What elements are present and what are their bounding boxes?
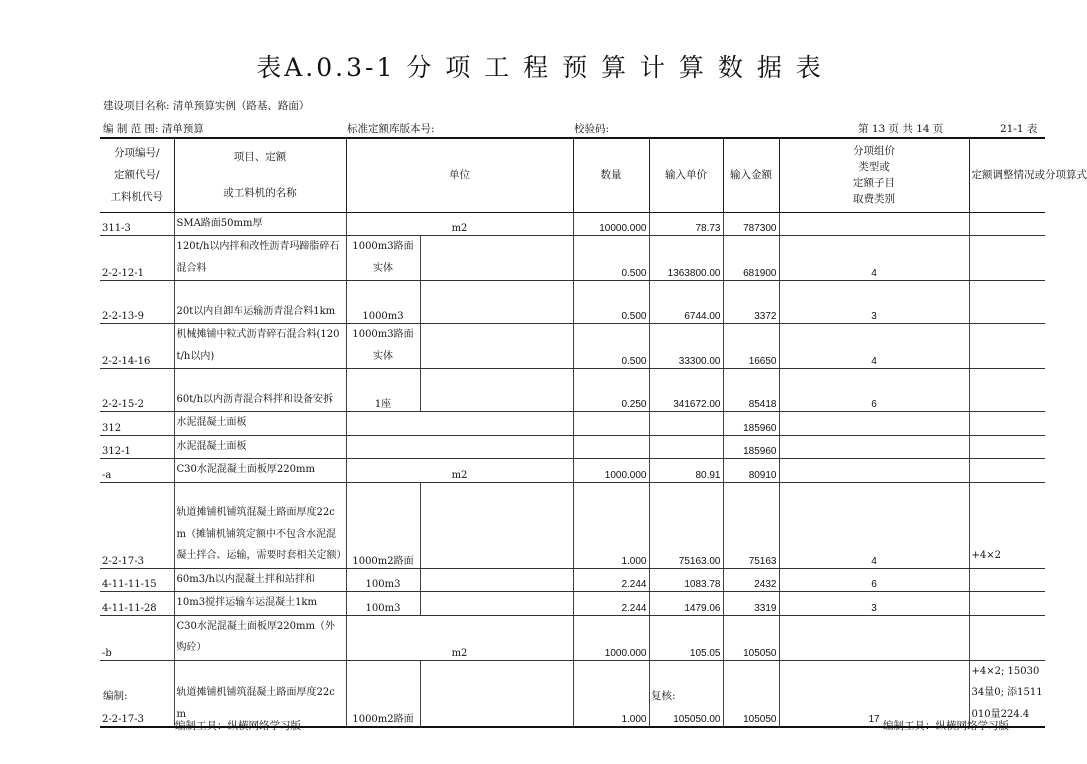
table-row: 4-11-11-15 60m3/h以内混凝土拌和站拌和 100m3 2.244 1083.78 2432 6	[100, 568, 1045, 592]
budget-table	[100, 137, 1087, 728]
table-row: -a C30水泥混凝土面板厚220mm m2 1000.000 80.91 80910	[100, 459, 1045, 483]
header-quantity: 数量	[573, 138, 649, 212]
table-row: 312-1 水泥混凝土面板 185960	[100, 435, 1045, 459]
table-row: 2-2-17-3 轨道摊铺机铺筑混凝土路面厚度22cm 1000m2路面 1.000 105050.00 105050 17 +4×2; 1503034量0; 添1511010量224.4	[100, 660, 1045, 727]
table-row: 2-2-15-2 60t/h以内沥青混合料拌和设备安拆 1座 0.250 341672.00 85418 6	[100, 369, 1045, 412]
project-name: 建设项目名称: 清单预算实例（路基、路面）	[103, 100, 310, 112]
table-row: 311-3 SMA路面50mm厚 m2 10000.000 78.73 787300	[100, 212, 1045, 236]
checksum: 校验码:	[574, 123, 610, 135]
header-name: 项目、定额 或工料机的名称	[174, 138, 346, 212]
table-header	[100, 138, 1045, 212]
page-info: 第 13 页 共 14 页	[858, 123, 944, 135]
table-row: 2-2-14-16 机械摊铺中粒式沥青碎石混合料(120t/h以内) 1000m3路面实体 0.500 33300.00 16650 4	[100, 324, 1045, 369]
header-amount: 输入金额	[723, 138, 779, 212]
header-unit-price: 输入单价	[649, 138, 723, 212]
table-row: 2-2-13-9 20t以内自卸车运输沥青混合料1km 1000m3 0.500 6744.00 3372 3	[100, 281, 1045, 324]
tool-credit-left: 编制工具：纵横网络学习版	[175, 720, 301, 732]
page-title: 表A.0.3-1 分 项 工 程 预 算 计 算 数 据 表	[256, 53, 824, 82]
table-row: 4-11-11-28 10m3搅拌运输车运混凝土1km 100m3 2.244 1479.06 3319 3	[100, 592, 1045, 616]
table-row: 312 水泥混凝土面板 185960	[100, 412, 1045, 436]
compile-scope: 编 制 范 围: 清单预算	[103, 123, 204, 135]
table-row: 2-2-17-3 轨道摊铺机铺筑混凝土路面厚度22cm（摊铺机铺筑定额中不包含水泥混凝土拌合、运输，需要时套相关定额） 1000m2路面 1.000 75163.00 75163 4 +4×2	[100, 482, 1045, 568]
header-code: 分项编号/ 定额代号/ 工料机代号	[100, 138, 174, 212]
reviewer-label: 复核:	[651, 690, 676, 702]
header-unit: 单位	[346, 138, 573, 212]
header-class: 分项组价 类型或 定额子目 取费类别	[779, 138, 969, 212]
table-number: 21-1 表	[1000, 123, 1038, 135]
header-adjustment: 定额调整情况或分项算式	[969, 138, 1045, 212]
compiler-label: 编制:	[103, 690, 128, 702]
quota-version: 标准定额库版本号:	[347, 123, 435, 135]
table-row: -b C30水泥混凝土面板厚220mm（外购砼） m2 1000.000 105.05 105050	[100, 615, 1045, 660]
tool-credit-right: 编制工具：纵横网络学习版	[883, 720, 1009, 732]
table-row: 2-2-12-1 120t/h以内拌和改性沥青玛蹄脂碎石混合料 1000m3路面实体 0.500 1363800.00 681900 4	[100, 236, 1045, 281]
